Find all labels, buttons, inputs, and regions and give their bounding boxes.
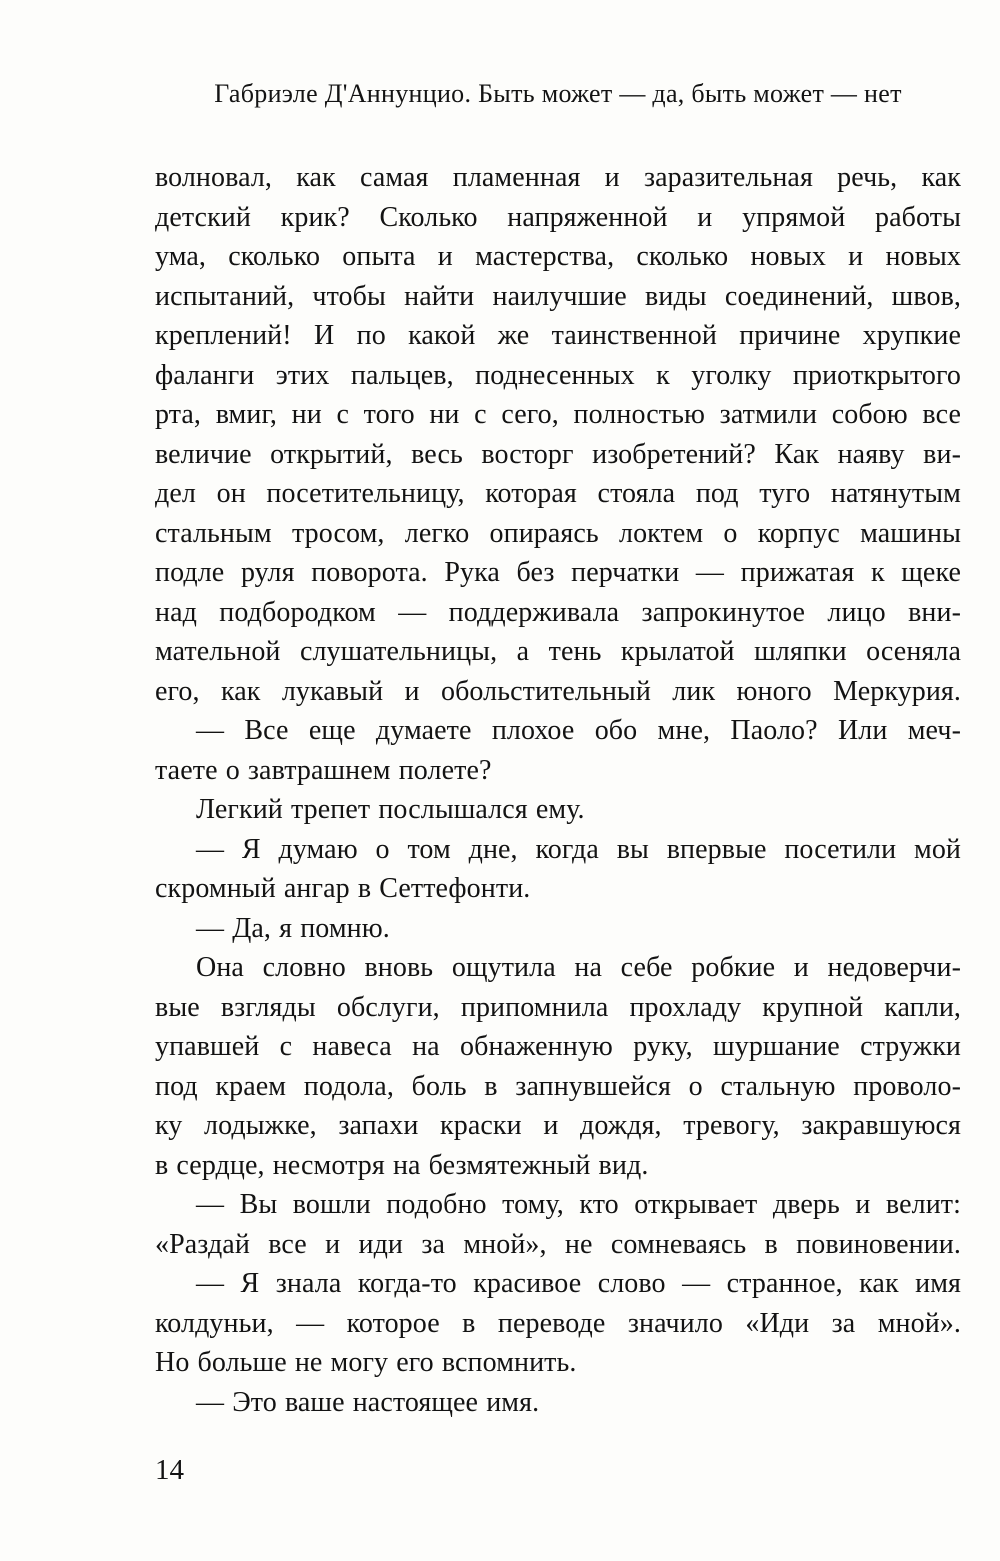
text-line: — Я думаю о том дне, когда вы впервые посетили мой xyxy=(196,833,961,865)
paragraph xyxy=(155,790,961,830)
text-line: испытаний, чтобы найти наилучшие виды соединений, швов, xyxy=(155,280,961,312)
text-line: дел он посетительницу, которая стояла под туго натянутым xyxy=(155,478,961,509)
text-line: «Раздай все и иди за мной», не сомневаясь в повиновении. xyxy=(155,1228,961,1260)
text-line: под краем подола, боль в запнувшейся о стальную проволо- xyxy=(155,1070,961,1102)
text-line: подле руля поворота. Рука без перчатки — прижатая к щеке xyxy=(155,557,961,588)
text-line: — Все еще думаете плохое обо мне, Паоло? Или меч- xyxy=(196,715,961,746)
text-line: ку лодыжке, запахи краски и дождя, тревогу, закравшуюся xyxy=(155,1110,961,1141)
paragraph xyxy=(155,1264,961,1383)
text-line: — Вы вошли подобно тому, кто открывает дверь и велит: xyxy=(196,1189,961,1220)
text-line: скромный ангар в Сеттефонти. xyxy=(155,873,531,904)
text-line: таете о завтрашнем полете? xyxy=(155,754,492,786)
paragraph xyxy=(155,1383,961,1423)
text-line: детский крик? Сколько напряженной и упрямой работы xyxy=(155,201,961,233)
paragraph xyxy=(155,711,961,790)
paragraph xyxy=(155,158,961,711)
text-line: упавшей с навеса на обнаженную руку, шуршание стружки xyxy=(155,1031,961,1062)
paragraph xyxy=(155,909,961,949)
paragraph xyxy=(155,948,961,1185)
text-line: фаланги этих пальцев, поднесенных к уголку приоткрытого xyxy=(155,359,961,391)
text-line: мательной слушательницы, а тень крылатой шляпки осеняла xyxy=(155,636,961,667)
running-header: Габриэле Д'Аннунцио. Быть может — да, быть может — нет xyxy=(214,79,902,108)
text-line: — Я знала когда-то красивое слово — странное, как имя xyxy=(196,1268,961,1299)
paragraph xyxy=(155,1185,961,1264)
text-line: волновал, как самая пламенная и заразительная речь, как xyxy=(155,162,961,193)
text-line: Легкий трепет послышался ему. xyxy=(196,794,585,825)
text-line: в сердце, несмотря на безмятежный вид. xyxy=(155,1149,649,1181)
text-line: его, как лукавый и обольстительный лик юного Меркурия. xyxy=(155,675,961,707)
text-line: над подбородком — поддерживала запрокинутое лицо вни- xyxy=(155,596,961,628)
text-line: стальным тросом, легко опираясь локтем о корпус машины xyxy=(155,517,961,549)
text-line: Но больше не могу его вспомнить. xyxy=(155,1347,577,1378)
paragraph xyxy=(155,830,961,909)
text-line: — Это ваше настоящее имя. xyxy=(196,1386,540,1418)
text-line: вые взгляды обслуги, припомнила прохладу крупной капли, xyxy=(155,991,961,1023)
text-line: Она словно вновь ощутила на себе робкие и недоверчи- xyxy=(196,952,961,983)
text-line: величие открытий, весь восторг изобретений? Как наяву ви- xyxy=(155,438,961,470)
page-body xyxy=(155,158,961,1422)
text-line: — Да, я помню. xyxy=(196,912,390,944)
page-number: 14 xyxy=(155,1454,184,1486)
text-line: колдуньи, — которое в переводе значило «Иди за мной». xyxy=(155,1307,961,1339)
text-line: креплений! И по какой же таинственной причине хрупкие xyxy=(155,320,961,351)
text-line: рта, вмиг, ни с того ни с сего, полностью затмили собою все xyxy=(155,399,961,430)
text-line: ума, сколько опыта и мастерства, сколько новых и новых xyxy=(155,241,961,272)
